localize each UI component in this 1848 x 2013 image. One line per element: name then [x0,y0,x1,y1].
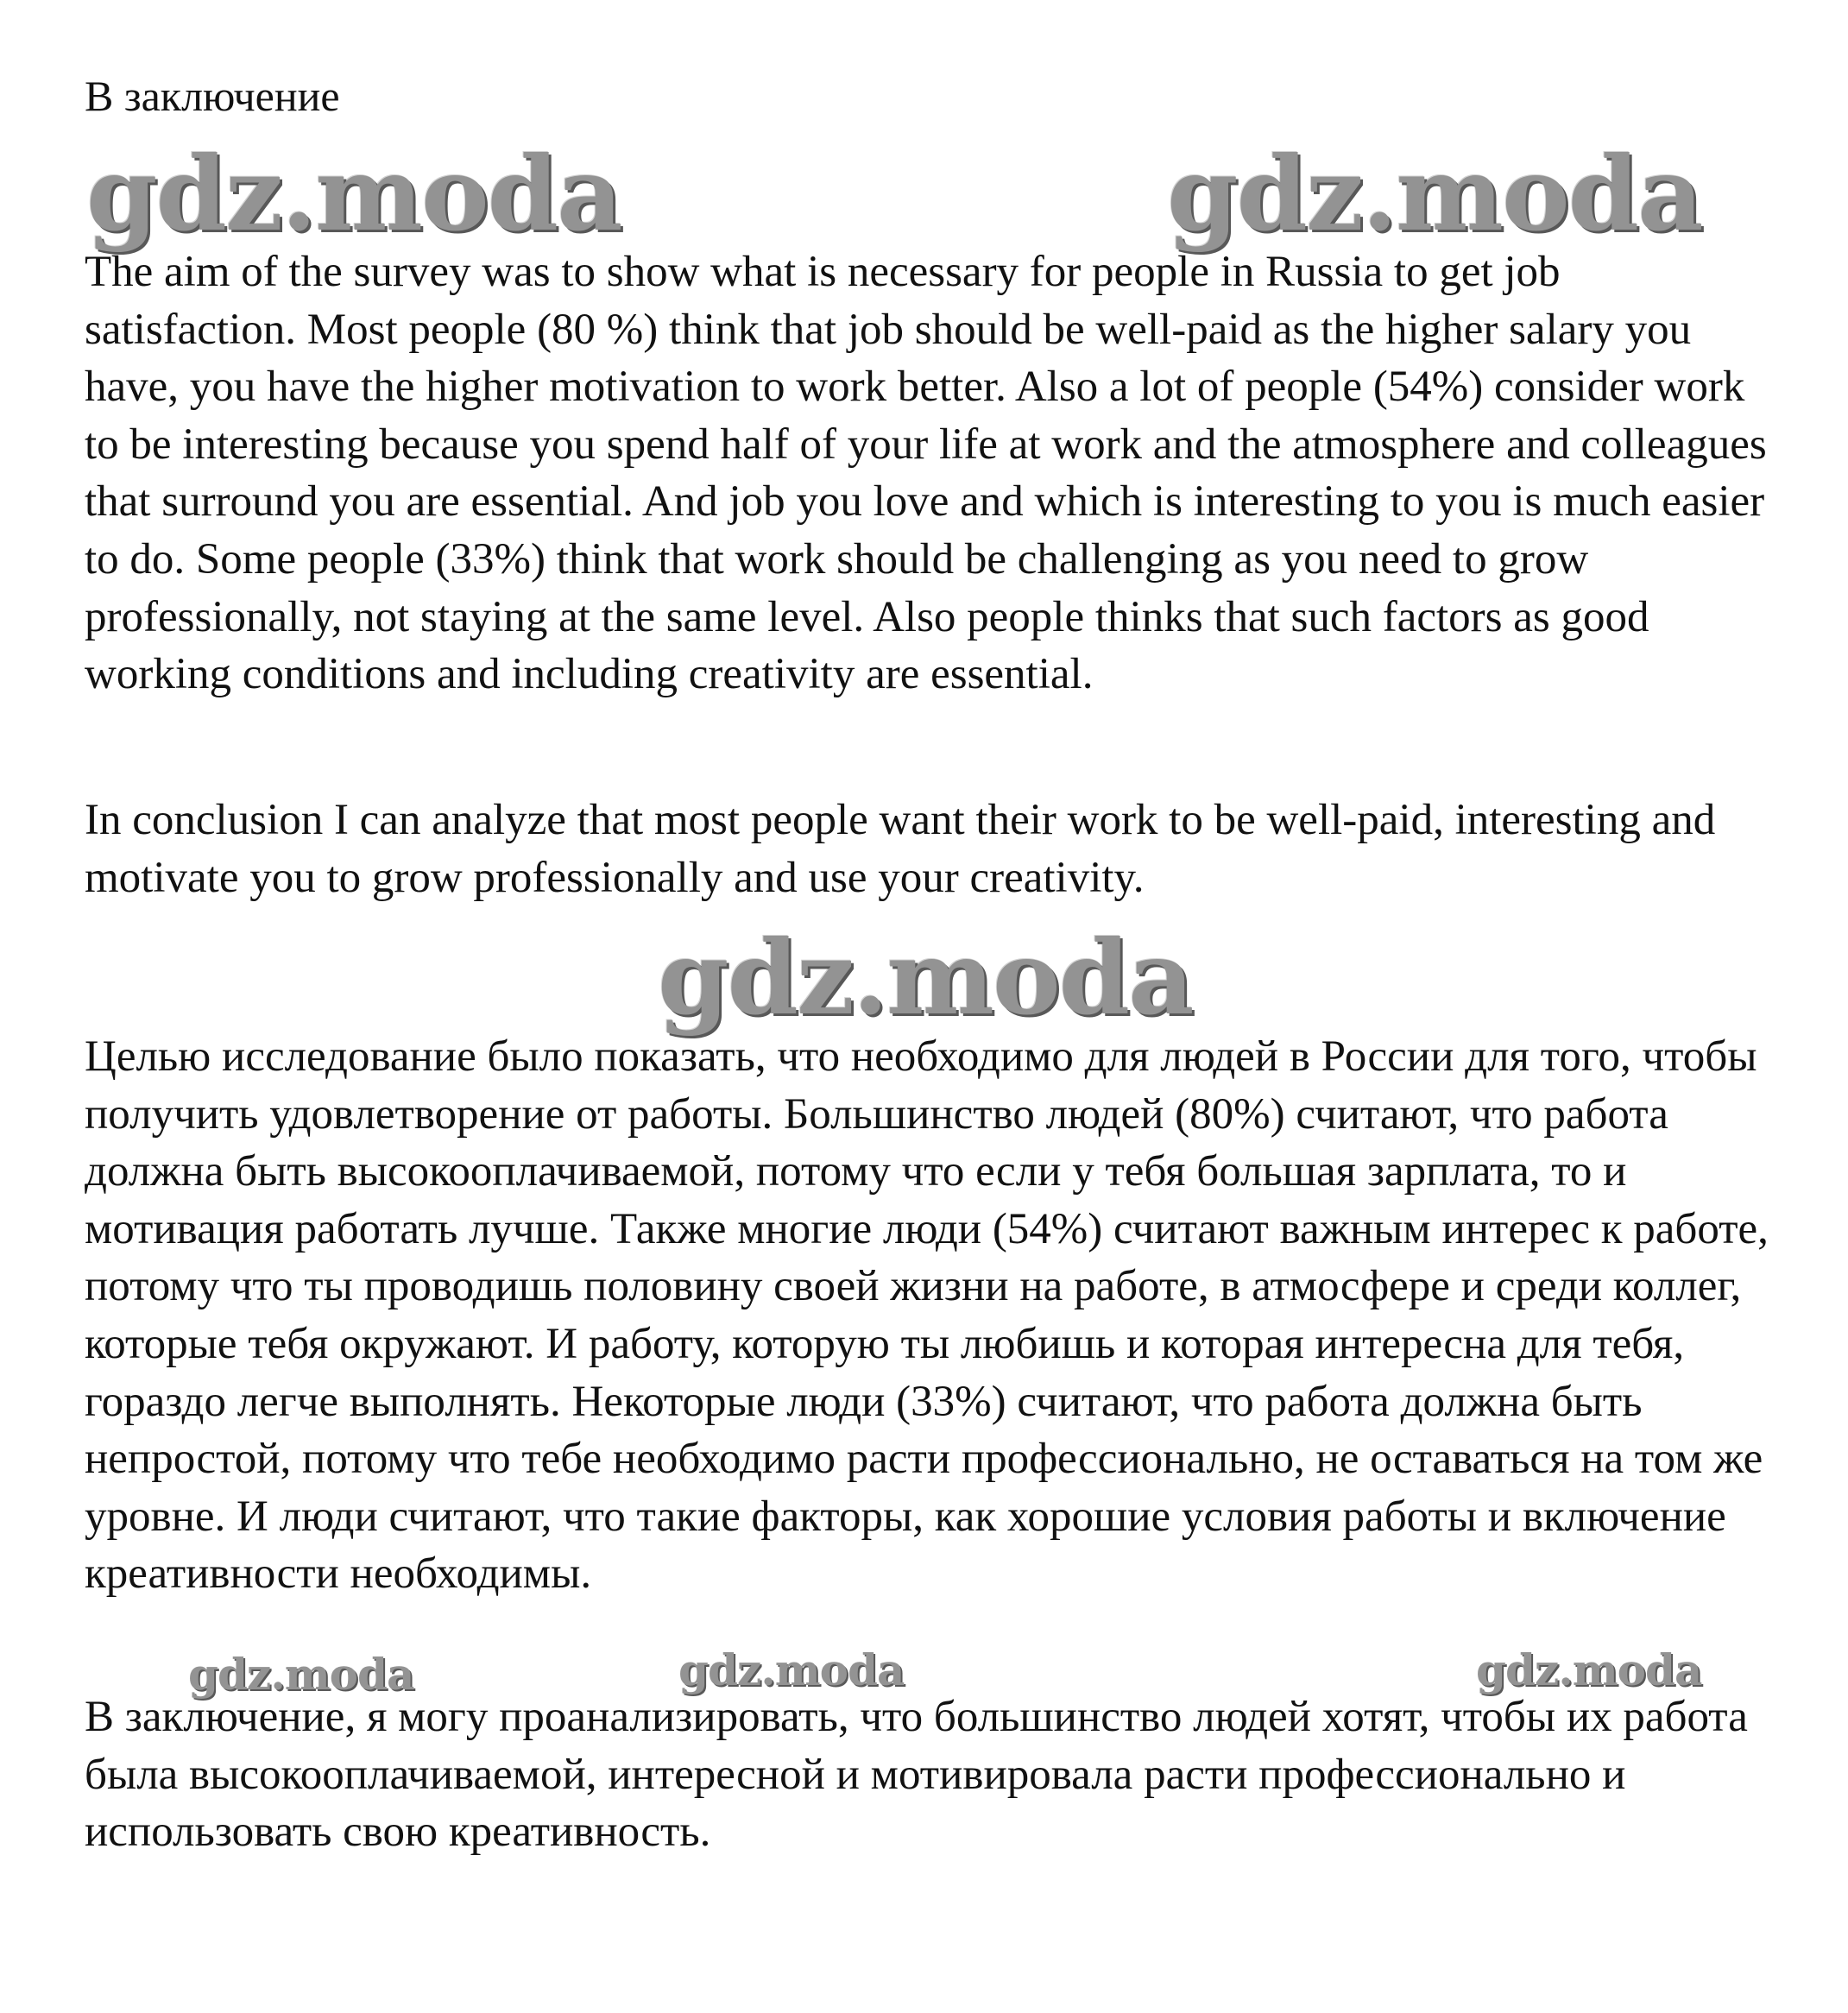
english-survey-paragraph: The aim of the survey was to show what is necessary for people in Russia to get job satisfaction. Most people (80 %) think that job should be well-paid as the higher salary you have, you have the higher motivation to work better. Also a lot of people (54%) consider work to be interesting because you spend half of your life at work and the atmosphere and colleagues that surround you are essential. And job you love and which is interesting to you is much easier to do. Some people (33%) think that work should be challenging as you need to grow professionally, not staying at the same level. Also people thinks that such factors as good working conditions and including creativity are essential. [85,248,1767,699]
english-conclusion-paragraph: In conclusion I can analyze that most people want their work to be well-paid, interesting and motivate you to grow professionally and use your creativity. [85,796,1716,902]
watermark-logo: gdz.moda [86,134,621,254]
watermark-logo: gdz.moda [1476,1644,1702,1695]
russian-survey-paragraph: Целью исследование было показать, что необходимо для людей в России для того, чтобы получить удовлетворение от работы. Большинство людей (80%) считают, что работа должна быть высокооплачиваемой, потому что если у тебя большая зарплата, то и мотивация работать лучше. Также многие люди (54%) считают важным интерес к работе, потому что ты проводишь половину своей жизни на работе, в атмосфере и среди коллег, которые тебя окружают. И работу, которую ты любишь и которая интересна для тебя, гораздо легче выполнять. Некоторые люди (33%) считают, что работа должна быть непростой, потому что тебе необходимо расти профессионально, не оставаться на том же уровне. И люди считают, что такие факторы, как хорошие условия работы и включение креативности необходимы. [85,1032,1769,1599]
page-heading: В заключение [85,72,340,120]
watermark-logo: gdz.moda [658,918,1193,1038]
watermark-logo: gdz.moda [1167,134,1702,254]
russian-conclusion-paragraph: В заключение, я могу проанализировать, что большинство людей хотят, чтобы их работа была высокооплачиваемой, интересной и мотивировала расти профессионально и использовать свою креативность. [85,1693,1748,1857]
watermark-logo: gdz.moda [188,1649,414,1700]
watermark-logo: gdz.moda [678,1644,905,1695]
